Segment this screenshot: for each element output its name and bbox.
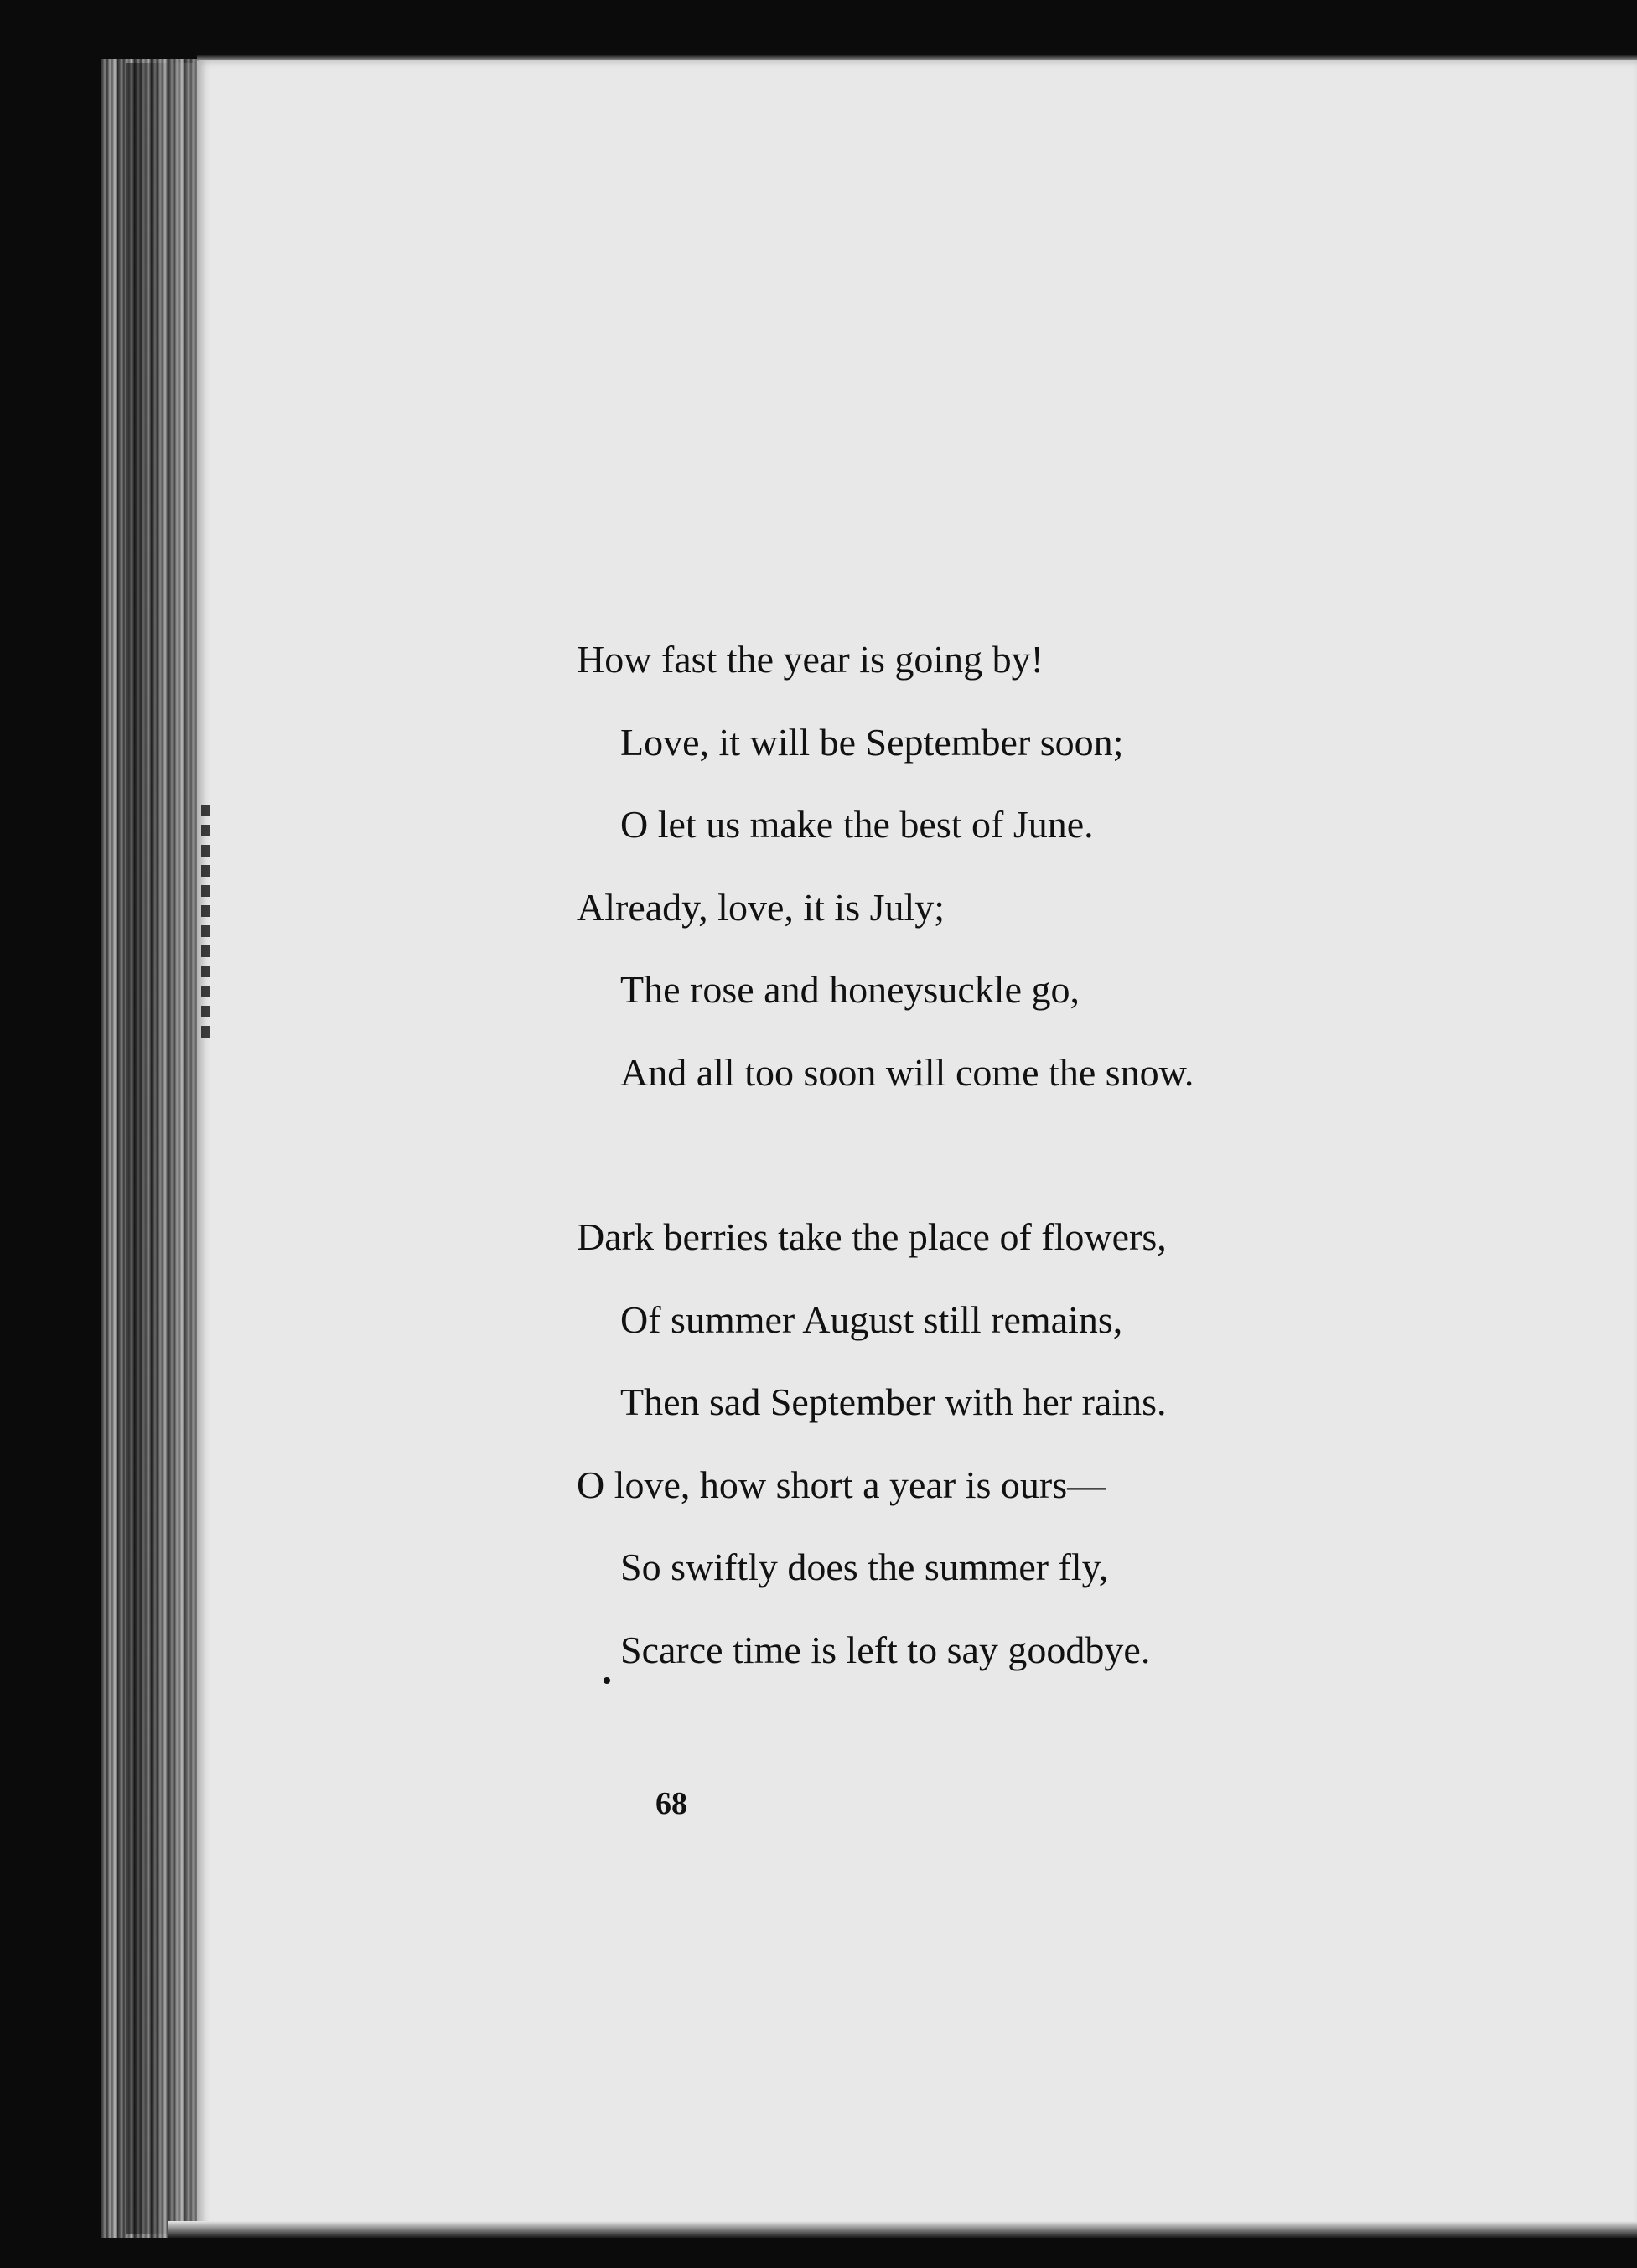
poem-line: Love, it will be September soon; — [620, 720, 1124, 764]
poem-line: So swiftly does the summer fly, — [620, 1546, 1109, 1588]
poem-line: Dark berries take the place of flowers, — [577, 1215, 1167, 1258]
stanza-2 — [577, 1196, 1415, 1691]
poem-line: Of summer August still remains, — [620, 1297, 1123, 1341]
page-bottom-edge — [168, 2221, 1637, 2238]
poem-line: Scarce time is left to say goodbye. — [620, 1628, 1151, 1671]
poem-line: O love, how short a year is ours— — [577, 1463, 1106, 1506]
spine-shadow — [126, 63, 193, 2234]
poem — [577, 619, 1415, 1691]
margin-marks — [201, 805, 210, 1039]
poem-line: Then sad September with her rains. — [620, 1380, 1167, 1423]
poem-line: Already, love, it is July; — [577, 885, 945, 929]
page-number: 68 — [655, 1786, 687, 1821]
stanza-1 — [577, 619, 1415, 1114]
poem-line: How fast the year is going by! — [577, 638, 1044, 681]
poem-line: The rose and honeysuckle go, — [620, 968, 1080, 1011]
poem-line: And all too soon will come the snow. — [620, 1050, 1194, 1094]
ink-speck — [604, 1677, 610, 1684]
poem-line: O let us make the best of June. — [620, 803, 1094, 846]
